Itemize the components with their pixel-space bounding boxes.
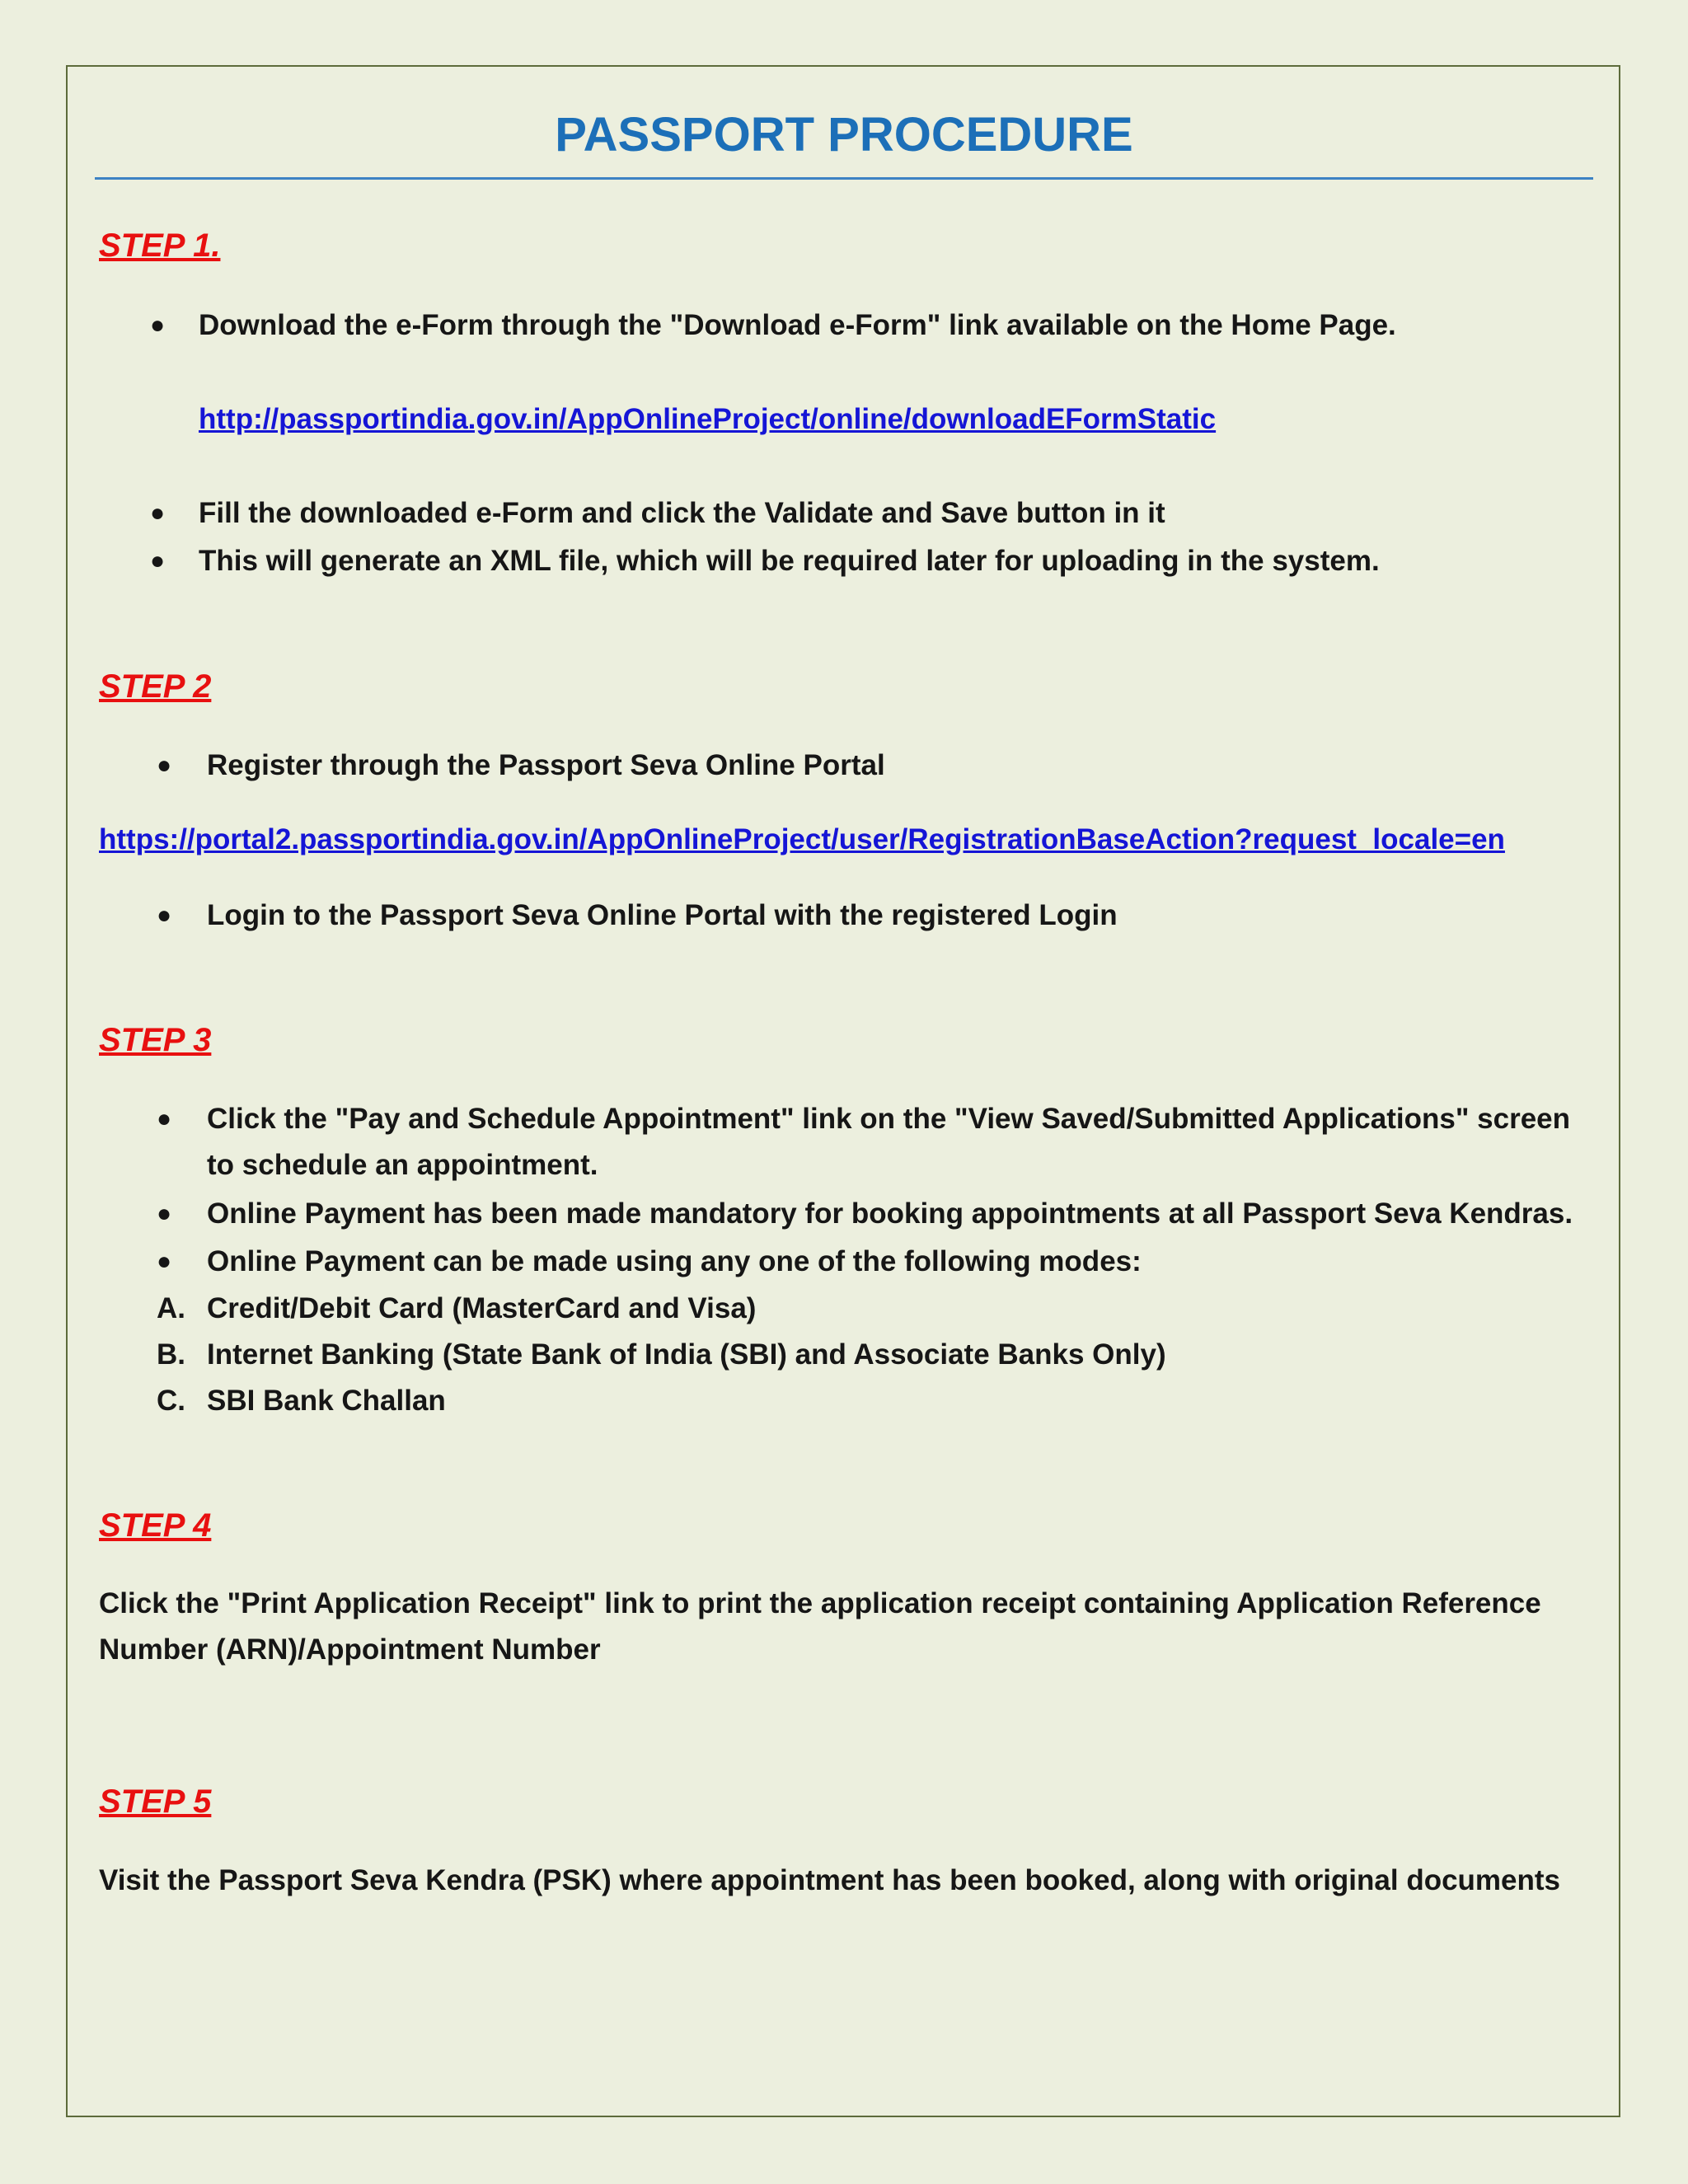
list-marker: C. xyxy=(157,1385,185,1417)
step-5-visit-psk-instruction: Visit the Passport Seva Kendra (PSK) where appointment has been booked, along with original documents xyxy=(99,1864,1561,1896)
step-4-heading: STEP 4 xyxy=(99,1507,212,1544)
bullet-icon: ● xyxy=(150,499,166,527)
bullet-icon: ● xyxy=(157,902,172,929)
payment-mode-netbanking: Internet Banking (State Bank of India (SBI) and Associate Banks Only) xyxy=(207,1338,1166,1371)
bullet-icon: ● xyxy=(150,312,166,339)
step-1-xml-instruction: This will generate an XML file, which will be required later for uploading in the system. xyxy=(199,545,1380,577)
download-eform-link-text[interactable]: http://passportindia.gov.in/AppOnlineProject/online/downloadEFormStatic xyxy=(199,403,1217,435)
bullet-icon: ● xyxy=(157,752,172,779)
list-marker: B. xyxy=(157,1338,185,1371)
page-border xyxy=(66,65,1620,2117)
step-2-heading: STEP 2 xyxy=(99,668,212,705)
bullet-icon: ● xyxy=(157,1200,172,1227)
bullet-icon: ● xyxy=(150,547,166,574)
title-underline xyxy=(95,177,1593,180)
payment-mode-card: Credit/Debit Card (MasterCard and Visa) xyxy=(207,1292,757,1324)
bullet-icon: ● xyxy=(157,1105,172,1132)
page-title: PASSPORT PROCEDURE xyxy=(555,108,1133,162)
registration-portal-link-text[interactable]: https://portal2.passportindia.gov.in/AppOnlineProject/user/RegistrationBaseAction?request_locale=en xyxy=(99,823,1505,855)
step-1-fill-instruction: Fill the downloaded e-Form and click the Validate and Save button in it xyxy=(199,497,1165,529)
step-3-payment-mandatory: Online Payment has been made mandatory for booking appointments at all Passport Seva Kendras. xyxy=(207,1197,1573,1230)
registration-portal-link[interactable] xyxy=(99,817,1505,863)
step-5-heading: STEP 5 xyxy=(99,1783,212,1820)
list-marker: A. xyxy=(157,1292,185,1324)
step-2-login-instruction: Login to the Passport Seva Online Portal with the registered Login xyxy=(207,899,1118,931)
bullet-icon: ● xyxy=(157,1248,172,1275)
step-2-register-instruction: Register through the Passport Seva Online Portal xyxy=(207,749,885,781)
step-3-payment-modes-intro: Online Payment can be made using any one of the following modes: xyxy=(207,1245,1142,1277)
step-4-print-receipt-instruction: Click the "Print Application Receipt" link to print the application receipt containing Application Reference Number (ARN)/Appointment Number xyxy=(99,1587,1541,1666)
payment-mode-challan: SBI Bank Challan xyxy=(207,1385,446,1417)
step-3-heading: STEP 3 xyxy=(99,1022,212,1058)
step-3-schedule-instruction: Click the "Pay and Schedule Appointment" link on the "View Saved/Submitted Applications" screen to schedule an appointment. xyxy=(207,1103,1571,1181)
download-eform-link[interactable] xyxy=(199,396,1216,443)
step-1-heading: STEP 1. xyxy=(99,227,221,264)
step-1-download-instruction: Download the e-Form through the "Download e-Form" link available on the Home Page. xyxy=(199,309,1396,341)
